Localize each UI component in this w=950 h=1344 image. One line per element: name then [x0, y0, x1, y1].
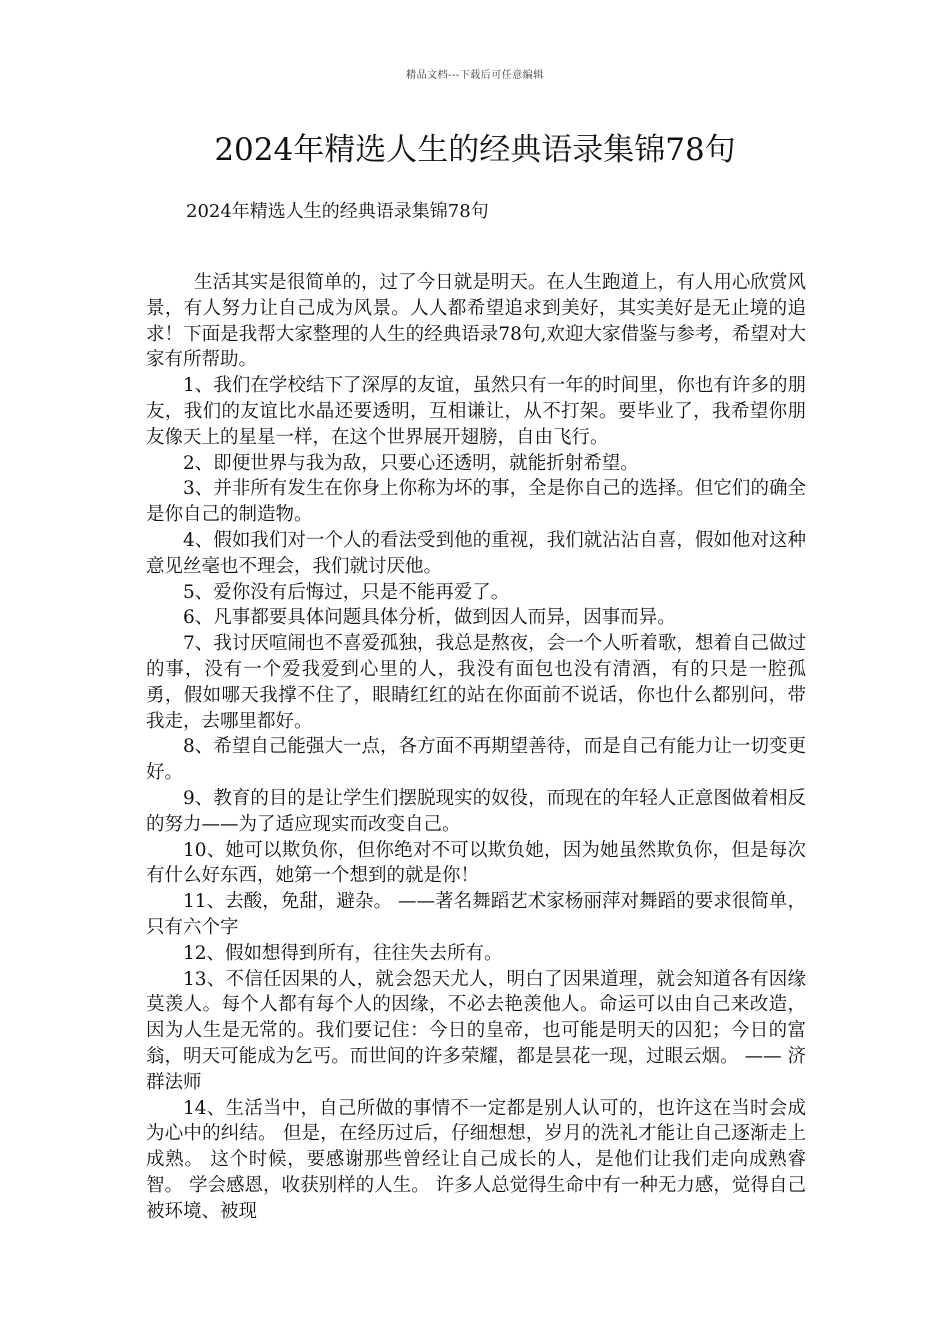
quote-paragraph: 10、她可以欺负你，但你绝对不可以欺负她，因为她虽然欺负你，但是每次有什么好东西，她第一个想到的就是你！: [146, 839, 806, 887]
quote-paragraph: 9、教育的目的是让学生们摆脱现实的奴役，而现在的年轻人正意图做着相反的努力——为了适应现实而改变自己。: [146, 787, 806, 835]
quote-paragraph: 12、假如想得到所有，往往失去所有。: [183, 942, 503, 964]
document-subtitle: 2024年精选人生的经典语录集锦78句: [186, 201, 489, 222]
quote-paragraph: 3、并非所有发生在你身上你称为坏的事，全是你自己的选择。但它们的确全是你自己的制造物。: [146, 478, 806, 526]
quote-paragraph: 7、我讨厌喧闹也不喜爱孤独，我总是熬夜，会一个人听着歌，想着自己做过的事，没有一个爱我爱到心里的人，我没有面包也没有清酒，有的只是一腔孤勇，假如哪天我撑不住了，眼睛红红的站在你面前不说话，你也什么都别问，带我走，去哪里都好。: [146, 633, 806, 732]
intro-paragraph: 生活其实是很简单的，过了今日就是明天。在人生跑道上，有人用心欣赏风景，有人努力让自己成为风景。人人都希望追求到美好，其实美好是无止境的追求！下面是我帮大家整理的人生的经典语录78句,欢迎大家借鉴与参考，希望对大家有所帮助。: [146, 272, 806, 371]
quote-paragraph: 1、我们在学校结下了深厚的友谊，虽然只有一年的时间里，你也有许多的朋友，我们的友谊比水晶还要透明，互相谦让，从不打架。要毕业了，我希望你朋友像天上的星星一样，在这个世界展开翅膀，自由飞行。: [146, 375, 806, 448]
quote-paragraph: 13、不信任因果的人，就会怨天尤人，明白了因果道理，就会知道各有因缘莫羡人。每个人都有每个人的因缘，不必去艳羡他人。命运可以由自己来改造，因为人生是无常的。我们要记住：今日的皇帝，也可能是明天的囚犯；今日的富翁，明天可能成为乞丐。而世间的许多荣耀，都是昙花一现，过眼云烟。 —— 济群法师: [146, 968, 806, 1093]
quote-paragraph: 11、去酸，免甜，避杂。 ——著名舞蹈艺术家杨丽萍对舞蹈的要求很简单，只有六个字: [146, 891, 806, 938]
quote-paragraph: 8、希望自己能强大一点，各方面不再期望善待，而是自己有能力让一切变更好。: [146, 736, 806, 784]
quote-paragraph: 4、假如我们对一个人的看法受到他的重视，我们就沾沾自喜，假如他对这种意见丝毫也不理会，我们就讨厌他。: [146, 529, 806, 577]
quote-paragraph: 6、凡事都要具体问题具体分析，做到因人而异，因事而异。: [183, 607, 676, 629]
quote-paragraph: 14、生活当中，自己所做的事情不一定都是别人认可的，也许这在当时会成为心中的纠结。 但是，在经历过后，仔细想想，岁月的洗礼才能让自己逐渐走上成熟。 这个时候，要感谢那些曾经让自己成长的人，是他们让我们走向成熟睿智。 学会感恩，收获别样的人生。 许多人总觉得生命中有一种无力感，觉得自己被环境、被现: [146, 1097, 806, 1222]
document-title: 2024年精选人生的经典语录集锦78句: [214, 132, 736, 168]
quote-paragraph: 5、爱你没有后悔过，只是不能再爱了。: [183, 581, 510, 603]
quote-paragraph: 2、即便世界与我为敌，只要心还透明，就能折射希望。: [183, 452, 639, 474]
document-body: [146, 270, 806, 1224]
header-note: 精品文档---下载后可任意编辑: [406, 70, 544, 81]
